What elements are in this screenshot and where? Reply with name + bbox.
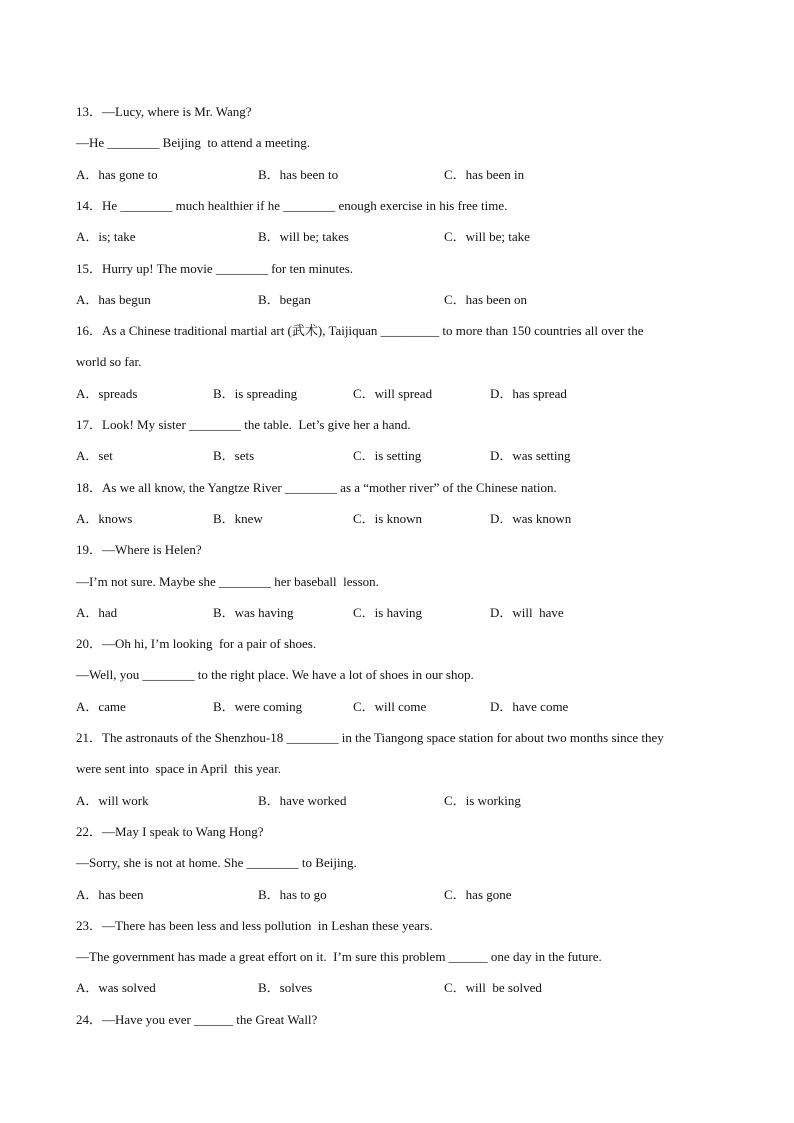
option-a: A．will work (76, 792, 149, 808)
option-b: B．will be; takes (258, 229, 349, 245)
question-continuation: —The government has made a great effort on it. I’m sure this problem ______ one day in the future. (76, 949, 602, 965)
question-stem: 15．Hurry up! The movie ________ for ten minutes. (76, 260, 354, 276)
question-continuation: were sent into space in April this year. (76, 761, 282, 777)
question-stem: 21．The astronauts of the Shenzhou-18 ________ in the Tiangong space station for about two months since they (76, 730, 664, 745)
option-b: B．knew (213, 510, 263, 526)
option-a: A．set (76, 448, 113, 464)
question-stem: 22．—May I speak to Wang Hong? (76, 823, 264, 839)
option-a: A．came (76, 698, 126, 714)
question-stem: 24．—Have you ever ______ the Great Wall? (76, 1011, 318, 1027)
option-a: A．has been (76, 886, 144, 902)
option-b: B．have worked (258, 792, 347, 808)
question-stem: 17．Look! My sister ________ the table. Let’s give her a hand. (76, 417, 411, 432)
question-stem: 18．As we all know, the Yangtze River ________ as a “mother river” of the Chinese nation. (76, 479, 557, 495)
option-b: B．has to go (258, 886, 327, 902)
option-c: C．will come (353, 698, 427, 714)
option-c: C．is setting (353, 448, 422, 464)
question-continuation: —I’m not sure. Maybe she ________ her baseball lesson. (76, 573, 379, 589)
option-c: C．has gone (444, 886, 512, 902)
option-a: A．had (76, 604, 118, 620)
question-stem: 23．—There has been less and less pollution in Leshan these years. (76, 917, 433, 933)
option-c: C．is known (353, 510, 422, 526)
option-b: B．was having (213, 604, 294, 620)
question-continuation: —Sorry, she is not at home. She ________ to Beijing. (76, 855, 357, 871)
option-b: B．is spreading (213, 385, 298, 401)
option-a: A．spreads (76, 385, 138, 401)
option-d: D．have come (490, 698, 569, 714)
question-continuation: —Well, you ________ to the right place. We have a lot of shoes in our shop. (76, 667, 474, 683)
option-a: A．was solved (76, 980, 156, 996)
option-c: C．will be; take (444, 229, 530, 245)
option-d: D．was setting (490, 448, 571, 464)
option-c: C．will be solved (444, 980, 542, 996)
question-stem: 13．—Lucy, where is Mr. Wang? (76, 104, 252, 119)
option-b: B．were coming (213, 698, 303, 714)
question-stem: 14．He ________ much healthier if he ________ enough exercise in his free time. (76, 197, 508, 213)
option-b: B．began (258, 291, 311, 307)
option-d: D．was known (490, 510, 572, 526)
question-continuation: world so far. (76, 354, 142, 370)
option-b: B．solves (258, 980, 313, 996)
option-a: A．has begun (76, 291, 151, 307)
option-d: D．has spread (490, 385, 567, 401)
option-c: C．has been in (444, 166, 525, 182)
option-c: C．has been on (444, 291, 528, 307)
question-stem: 16．As a Chinese traditional martial art (武术), Taijiquan _________ to more than 150 countries all over the (76, 323, 644, 339)
option-c: C．will spread (353, 385, 433, 401)
question-stem: 20．—Oh hi, I’m looking for a pair of shoes. (76, 636, 317, 652)
option-c: C．is working (444, 792, 521, 808)
question-continuation: —He ________ Beijing to attend a meeting. (76, 135, 310, 151)
option-a: A．is; take (76, 229, 136, 245)
option-d: D．will have (490, 604, 564, 620)
option-b: B．has been to (258, 166, 339, 182)
option-a: A．has gone to (76, 166, 158, 182)
question-stem: 19．—Where is Helen? (76, 542, 202, 558)
option-c: C．is having (353, 604, 422, 620)
option-a: A．knows (76, 510, 133, 526)
option-b: B．sets (213, 448, 255, 464)
